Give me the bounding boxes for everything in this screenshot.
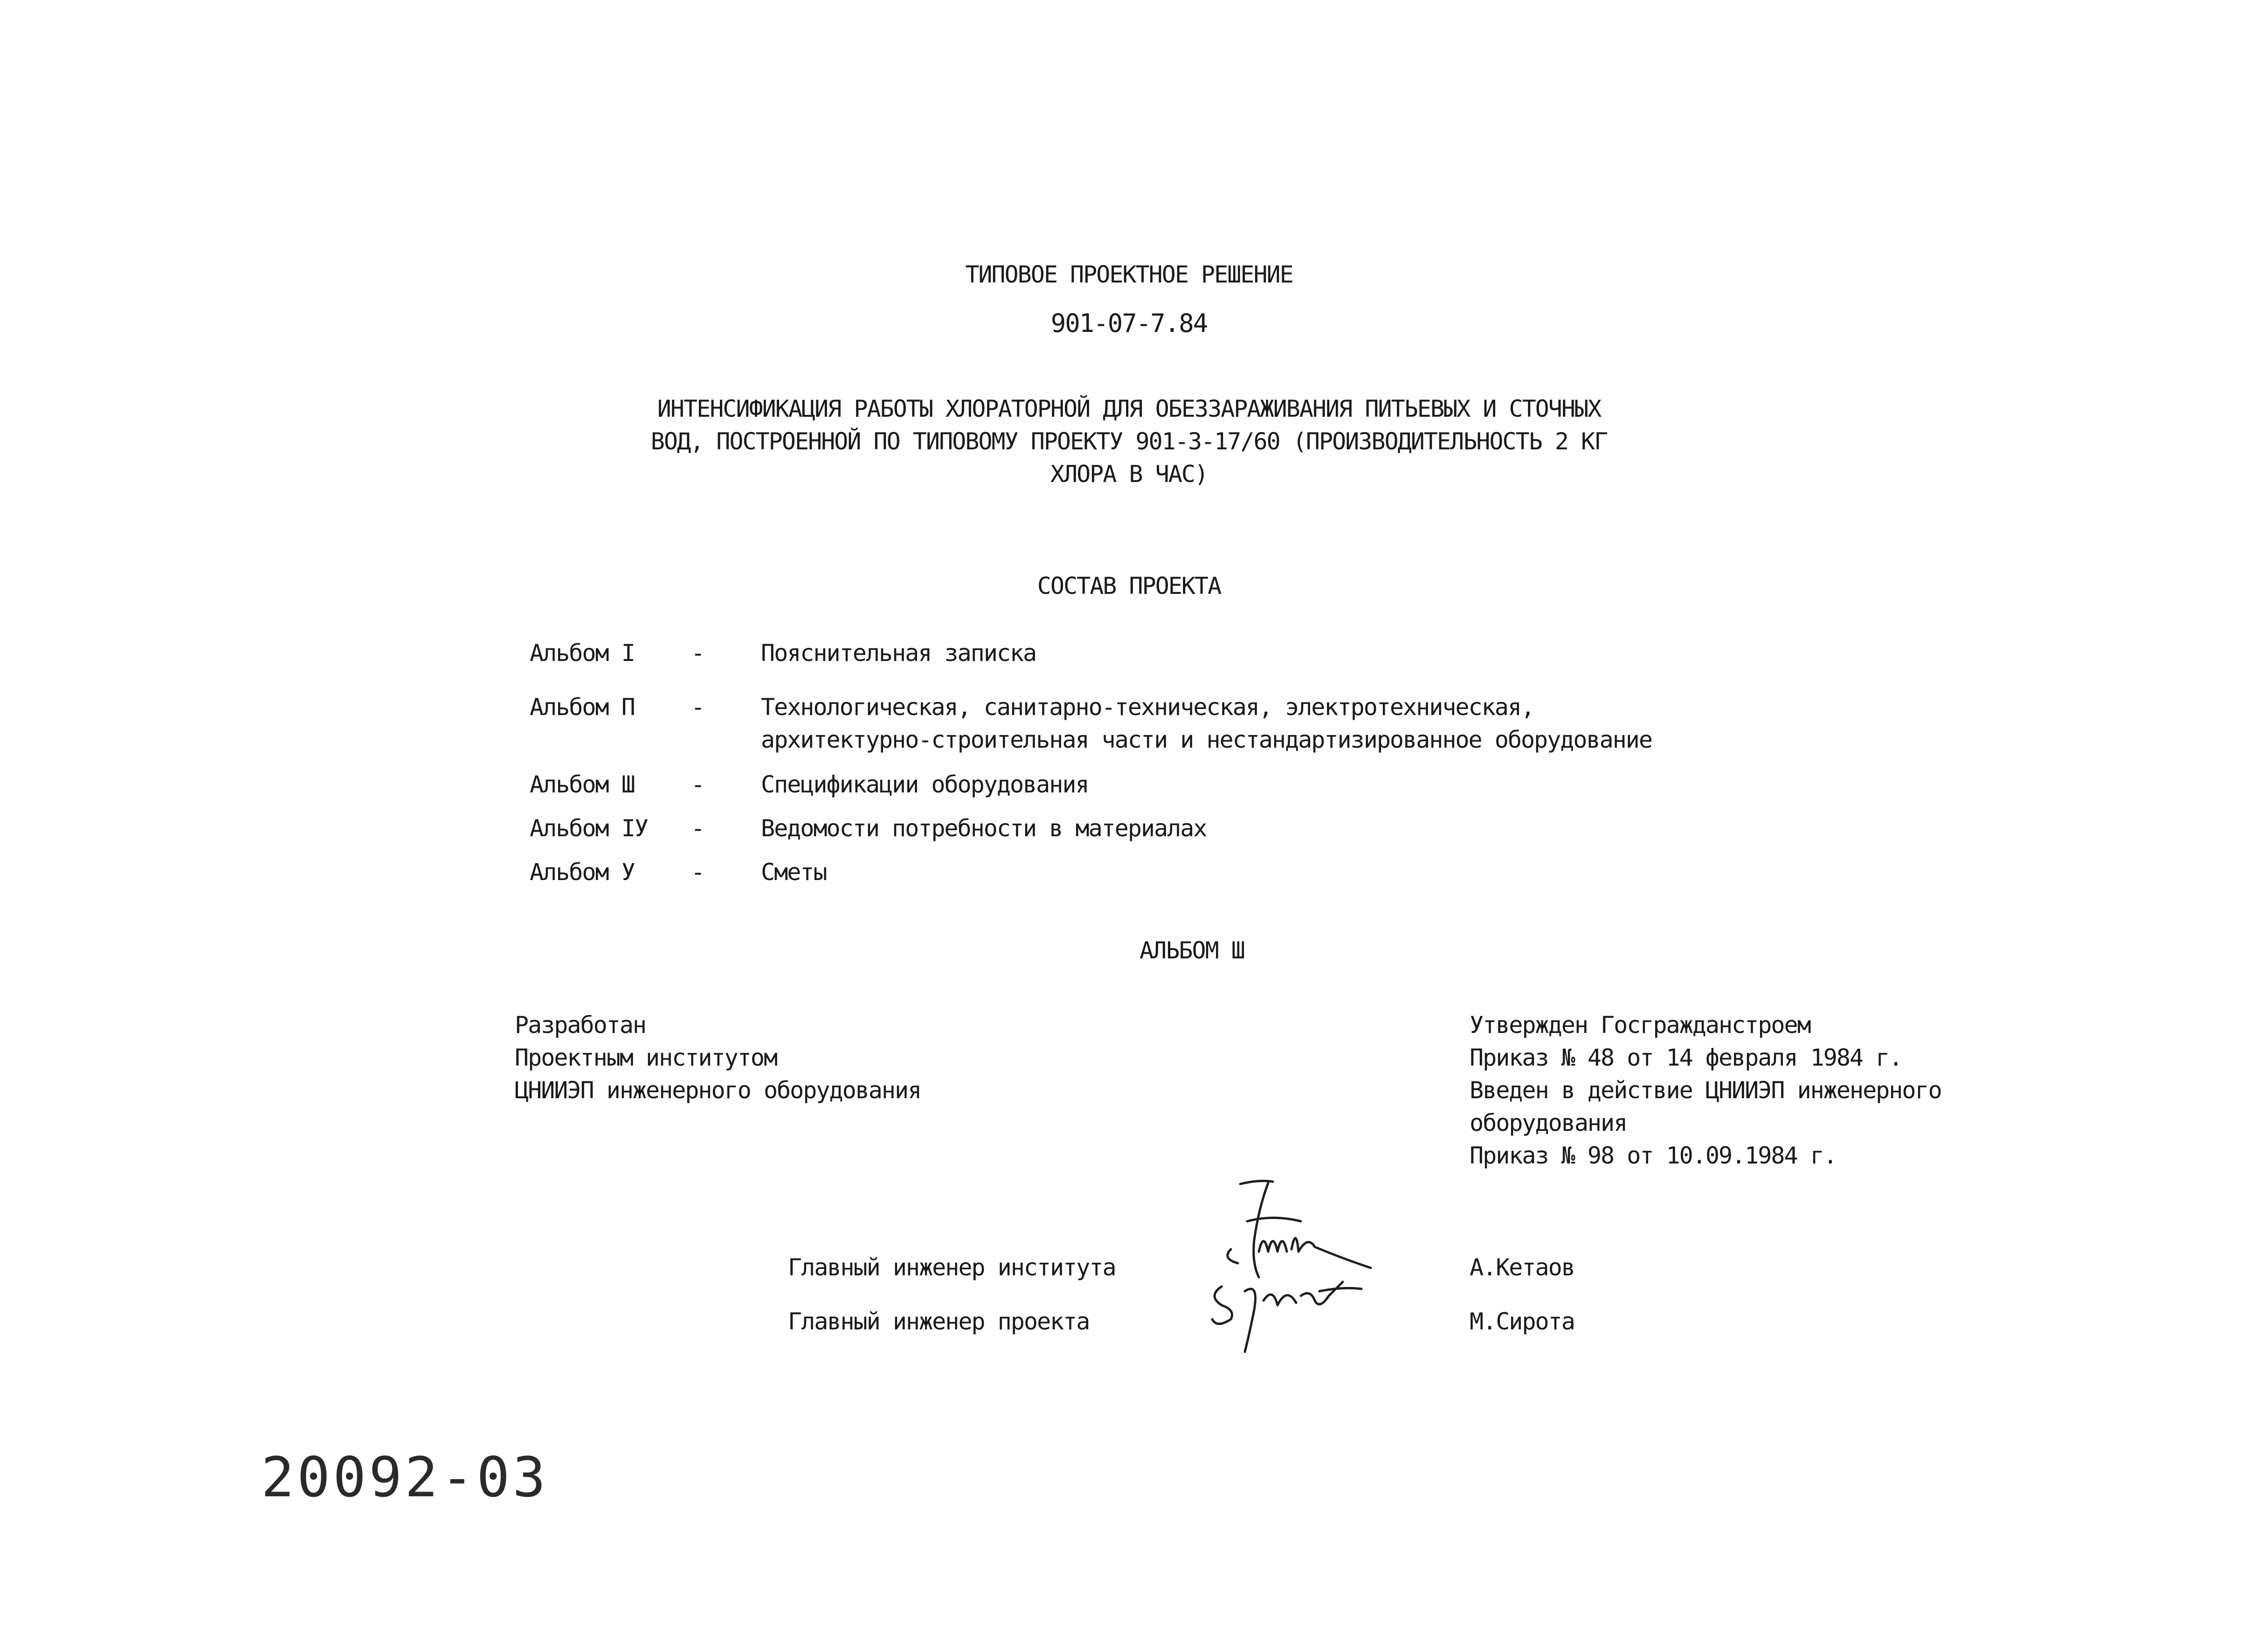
signature-name: М.Сирота [1470, 1308, 1574, 1335]
approved-line: Приказ № 48 от 14 февраля 1984 г. [1470, 1044, 1902, 1071]
title-line: ХЛОРА В ЧАС) [1050, 461, 1208, 488]
album-description: Пояснительная записка [761, 640, 1036, 667]
signature-name: А.Кетаов [1470, 1254, 1574, 1281]
current-album: АЛЬБОМ Ш [1139, 937, 1244, 964]
album-dash: - [691, 694, 704, 721]
album-name: Альбом П [530, 694, 635, 721]
signature-role: Главный инженер института [788, 1254, 1116, 1281]
album-name: Альбом Ш [530, 771, 635, 798]
title-line: ВОД, ПОСТРОЕННОЙ ПО ТИПОВОМУ ПРОЕКТУ 901-3-17/60 (ПРОИЗВОДИТЕЛЬНОСТЬ 2 КГ [650, 428, 1608, 455]
approved-line: Введен в действие ЦНИИЭП инженерного [1470, 1077, 1941, 1104]
album-description: Спецификации оборудования [761, 771, 1089, 798]
album-description: Ведомости потребности в материалах [761, 815, 1207, 842]
album-name: Альбом I [530, 640, 635, 667]
album-description: архитектурно-строительная части и нестандартизированное оборудование [761, 726, 1652, 753]
album-description: Технологическая, санитарно-техническая, электротехническая, [761, 694, 1534, 721]
developed-line: Разработан [515, 1012, 646, 1039]
approved-line: оборудования [1470, 1109, 1627, 1136]
developed-line: Проектным институтом [515, 1044, 777, 1071]
title-line: ИНТЕНСИФИКАЦИЯ РАБОТЫ ХЛОРАТОРНОЙ ДЛЯ ОБЕЗЗАРАЖИВАНИЯ ПИТЬЕВЫХ И СТОЧНЫХ [657, 395, 1601, 422]
album-name: Альбом У [530, 859, 635, 886]
signature-role: Главный инженер проекта [788, 1308, 1090, 1335]
developed-line: ЦНИИЭП инженерного оборудования [515, 1077, 921, 1104]
album-dash: - [691, 640, 704, 667]
document-series-title: ТИПОВОЕ ПРОЕКТНОЕ РЕШЕНИЕ [965, 261, 1293, 288]
approved-line: Утвержден Госгражданстроем [1470, 1012, 1810, 1039]
approved-line: Приказ № 98 от 10.09.1984 г. [1470, 1142, 1837, 1169]
album-dash: - [691, 859, 704, 886]
composition-heading: СОСТАВ ПРОЕКТА [1037, 572, 1221, 599]
album-dash: - [691, 815, 704, 842]
archive-number-stamp: 20092-03 [261, 1445, 549, 1509]
album-name: Альбом IУ [530, 815, 648, 842]
album-dash: - [691, 771, 704, 798]
album-description: Сметы [761, 859, 827, 886]
document-number: 901-07-7.84 [1050, 309, 1208, 338]
handwritten-signature [1203, 1170, 1427, 1356]
